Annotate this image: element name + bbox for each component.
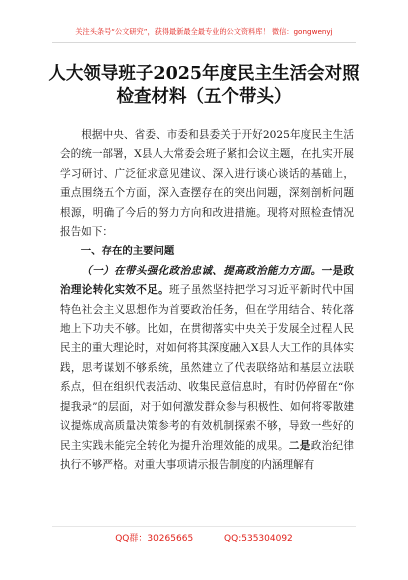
title-line-1: 人大领导班子2025年度民主生活会对照: [48, 64, 360, 84]
header-divider: [52, 42, 356, 43]
subsection-text: 班子虽然坚持把学习习近平新时代中国特色社会主义思想作为首要政治任务，但在学用结合、转化落地上下功夫不够。比如，在贯彻落实中央关于发展全过程人民民主的重大理论时，对如何将其深度融入X县人大工作的具体实践，思考谋划不够系统，虽然建立了代表联络站和基层立法联系点，但在组织代表活动、收集民意信息时，有时仍停留在“你提我录”的层面，对于如何激发群众参与积极性、如何将零散建议提炼成高质量决策参考的有效机制探索不够，导致一些好的民主实践未能完全转化为提升治理效能的成果。: [60, 284, 355, 452]
title-line-2: 检查材料（五个带头）: [116, 87, 292, 107]
second-point-lead: 二是: [288, 439, 311, 452]
second-point-text: 政治纪律执行不够严格。对重大事项请示报告制度的内涵理解有: [60, 439, 355, 471]
footer-divider: [52, 526, 356, 527]
header-promo-note: 关注头条号“公文研究”，获得最新最全最专业的公文资料库！ 微信：gongwenyj: [75, 27, 333, 36]
document-title: [40, 63, 368, 109]
footer-qq-number: QQ:535304092: [224, 534, 293, 544]
section-heading: 一、存在的主要问题: [80, 245, 175, 258]
document-body: [60, 126, 354, 475]
subsection-lead: 一是政治理论转化实效不足。: [60, 264, 355, 297]
subsection-heading: （一）在带头强化政治忠诚、提高政治能力方面。: [81, 264, 322, 277]
intro-paragraph: 根据中央、省委、市委和县委关于开好2025年度民主生活会的统一部署，X县人大常委会班子紧扣会议主题，在扎实开展学习研讨、广泛征求意见建议、深入进行谈心谈话的基础上，重点围绕五个方面，深入查摆存在的突出问题，深刻剖析问题根源，明确了今后的努力方向和改进措施。现将对照检查情况报告如下：: [60, 129, 354, 239]
subsection-paragraph: [60, 262, 354, 475]
footer-qq-group: QQ群：30265665: [115, 534, 194, 544]
footer-contact: [0, 533, 408, 545]
